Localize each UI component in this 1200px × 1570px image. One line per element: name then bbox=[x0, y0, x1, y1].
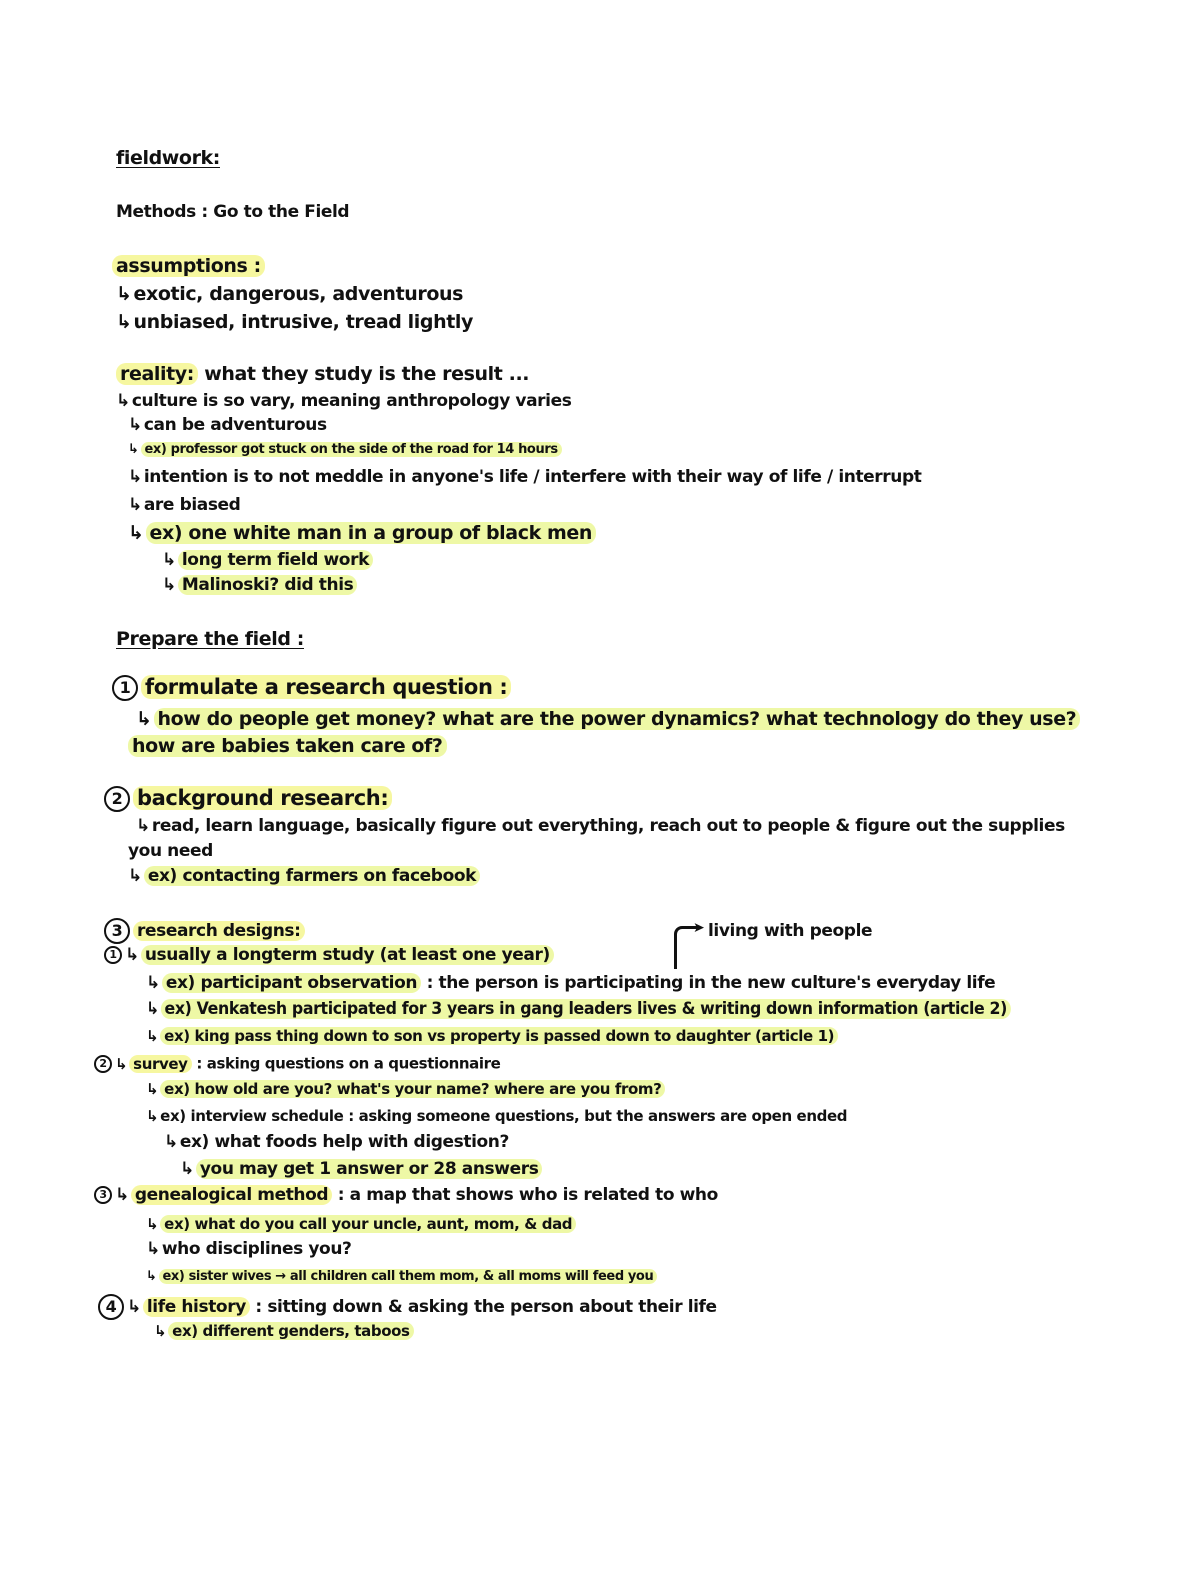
step2-line: ↳ read, learn language, basically figure out everything, reach out to people & figure out the supplies bbox=[136, 816, 1065, 836]
number-4-icon: 4 bbox=[98, 1294, 124, 1320]
return-arrow-icon: ↳ bbox=[146, 973, 160, 993]
reality-item: ↳ are biased bbox=[128, 495, 241, 515]
step3-sub2-item: ↳ ex) interview schedule : asking someone questions, but the answers are open ended bbox=[146, 1107, 848, 1125]
step1-line: how are babies taken care of? bbox=[128, 736, 447, 758]
step3-sub4-item: ↳ ex) different genders, taboos bbox=[154, 1323, 414, 1340]
step2-line: ↳ ex) contacting farmers on facebook bbox=[128, 867, 480, 887]
step3-sub3-item: ↳ ex) sister wives → all children call them mom, & all moms will feed you bbox=[146, 1270, 657, 1285]
number-1-icon: 1 bbox=[112, 675, 138, 701]
return-arrow-icon: ↳ bbox=[146, 1239, 160, 1259]
return-arrow-icon: ↳ bbox=[128, 415, 142, 435]
step3-sub3-item: ↳ who disciplines you? bbox=[146, 1239, 352, 1259]
reality-item: ↳ can be adventurous bbox=[128, 415, 327, 435]
reality-item: ↳ Malinoski? did this bbox=[162, 576, 357, 596]
return-arrow-icon: ↳ bbox=[116, 311, 132, 333]
return-arrow-icon: ↳ bbox=[164, 1132, 178, 1152]
return-arrow-icon: ↳ bbox=[146, 1080, 159, 1098]
return-arrow-icon: ↳ bbox=[128, 442, 139, 457]
step3-sub2-item: ↳ ex) how old are you? what's your name? where are you from? bbox=[146, 1081, 665, 1098]
assumption-item: ↳ unbiased, intrusive, tread lightly bbox=[116, 311, 473, 333]
step3-sub2-item: ↳ you may get 1 answer or 28 answers bbox=[180, 1160, 542, 1180]
number-2-icon: 2 bbox=[104, 786, 130, 812]
step3-sub1: 1 ↳ usually a longterm study (at least one year) bbox=[104, 946, 554, 966]
step3-sub2-item: ↳ ex) what foods help with digestion? bbox=[164, 1132, 509, 1152]
assumptions-heading bbox=[112, 256, 265, 278]
assumption-item: ↳ exotic, dangerous, adventurous bbox=[116, 283, 464, 305]
return-arrow-icon: ↳ bbox=[116, 283, 132, 305]
return-arrow-icon: ↳ bbox=[125, 945, 139, 965]
return-arrow-icon: ↳ bbox=[116, 391, 130, 411]
return-arrow-icon: ↳ bbox=[154, 1322, 167, 1340]
step3-annotation: living with people bbox=[708, 921, 873, 941]
step3-sub1-item: ↳ ex) participant observation : the person is participating in the new culture's everyday life bbox=[146, 973, 996, 993]
step3-sub3: 3 ↳ genealogical method : a map that shows who is related to who bbox=[94, 1186, 718, 1206]
reality-item: ↳ ex) one white man in a group of black men bbox=[128, 523, 596, 545]
return-arrow-icon: ↳ bbox=[146, 1269, 157, 1284]
number-3-icon: 3 bbox=[94, 1186, 112, 1204]
step2-heading: 2 background research: bbox=[104, 786, 392, 812]
return-arrow-icon: ↳ bbox=[146, 1215, 159, 1233]
reality-item: ↳ intention is to not meddle in anyone's life / interfere with their way of life / interrupt bbox=[128, 467, 922, 487]
return-arrow-icon: ↳ bbox=[128, 522, 144, 544]
step3-sub1-item: ↳ ex) Venkatesh participated for 3 years in gang leaders lives & writing down information (article 2) bbox=[146, 1000, 1011, 1020]
step3-sub4: 4 ↳ life history : sitting down & asking the person about their life bbox=[98, 1294, 717, 1320]
methods-line: Methods : Go to the Field bbox=[116, 202, 350, 222]
step3-sub2: 2 ↳ survey : asking questions on a questionnaire bbox=[94, 1055, 500, 1073]
reality-text: what they study is the result ... bbox=[197, 363, 530, 385]
return-arrow-icon: ↳ bbox=[180, 1159, 194, 1179]
return-arrow-icon: ↳ bbox=[128, 467, 142, 487]
return-arrow-icon: ↳ bbox=[115, 1185, 129, 1205]
reality-label: reality: bbox=[116, 363, 198, 385]
reality-item: ↳ culture is so vary, meaning anthropology varies bbox=[116, 391, 572, 411]
assumptions-label: assumptions : bbox=[112, 255, 265, 277]
step3-heading: 3 research designs: bbox=[104, 918, 305, 944]
step3-sub1-item: ↳ ex) king pass thing down to son vs property is passed down to daughter (article 1) bbox=[146, 1028, 838, 1045]
step3-sub3-item: ↳ ex) what do you call your uncle, aunt, mom, & dad bbox=[146, 1216, 576, 1233]
return-arrow-icon: ↳ bbox=[115, 1054, 128, 1073]
step1-heading: 1 formulate a research question : bbox=[112, 675, 511, 701]
return-arrow-icon: ↳ bbox=[162, 550, 176, 570]
return-arrow-icon: ↳ bbox=[162, 575, 176, 595]
return-arrow-icon: ↳ bbox=[136, 708, 152, 730]
return-arrow-icon: ↳ bbox=[128, 495, 142, 515]
return-arrow-icon: ↳ bbox=[146, 1027, 159, 1045]
number-1-icon: 1 bbox=[104, 946, 122, 964]
return-arrow-icon: ↳ bbox=[136, 816, 150, 836]
reality-item: ↳ long term field work bbox=[162, 551, 373, 571]
reality-heading bbox=[116, 364, 529, 386]
step2-line: you need bbox=[128, 841, 213, 861]
return-arrow-icon: ↳ bbox=[146, 1107, 159, 1125]
return-arrow-icon: ↳ bbox=[127, 1297, 141, 1317]
number-2-icon: 2 bbox=[94, 1055, 112, 1073]
return-arrow-icon: ↳ bbox=[128, 866, 142, 886]
step1-line: ↳ how do people get money? what are the power dynamics? what technology do they use? bbox=[136, 709, 1080, 731]
arrow-head-icon: ➤ bbox=[693, 920, 705, 936]
number-3-icon: 3 bbox=[104, 918, 130, 944]
reality-item: ↳ ex) professor got stuck on the side of the road for 14 hours bbox=[128, 443, 562, 458]
return-arrow-icon: ↳ bbox=[146, 999, 159, 1019]
page-title: fieldwork: bbox=[116, 147, 220, 169]
prepare-heading: Prepare the field : bbox=[116, 628, 304, 650]
